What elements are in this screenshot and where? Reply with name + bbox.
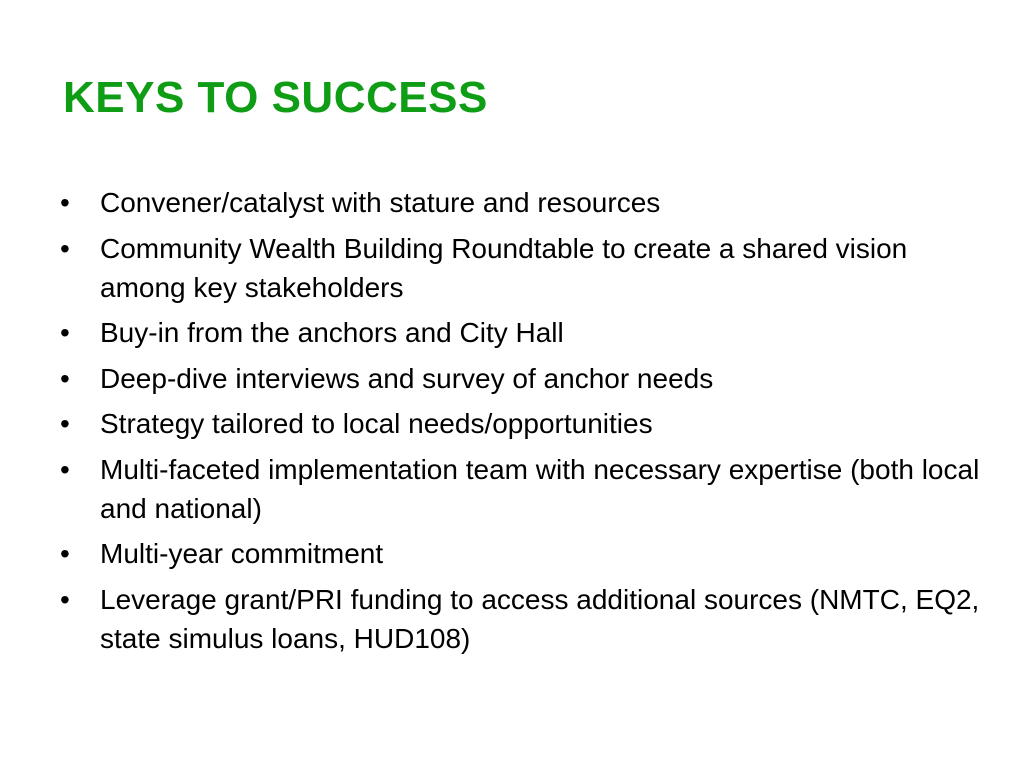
bullet-text: Buy-in from the anchors and City Hall — [100, 317, 564, 348]
bullet-icon: • — [60, 317, 70, 348]
list-item — [60, 450, 980, 528]
slide-title: KEYS TO SUCCESS — [63, 73, 488, 122]
bullet-text: Deep-dive interviews and survey of anchor needs — [100, 362, 714, 394]
bullet-icon: • — [60, 408, 70, 439]
bullet-icon: • — [60, 187, 70, 218]
list-item — [60, 313, 980, 352]
bullet-icon: • — [60, 232, 70, 264]
bullet-text: Community Wealth Building Roundtable to create a shared vision among key stakeholders — [100, 232, 908, 303]
list-item — [60, 183, 980, 222]
bullet-text: Leverage grant/PRI funding to access additional sources (NMTC, EQ2, state simulus loans, HUD108) — [100, 583, 980, 654]
bullet-text: Convener/catalyst with stature and resources — [100, 187, 661, 218]
list-item — [60, 404, 980, 443]
list-item — [60, 229, 980, 307]
bullet-icon: • — [60, 538, 70, 569]
list-item — [60, 580, 980, 658]
list-item — [60, 534, 980, 573]
bullet-icon: • — [60, 453, 70, 485]
bullet-icon: • — [60, 583, 70, 615]
list-item — [60, 359, 980, 398]
bullet-list — [60, 183, 980, 664]
bullet-text: Strategy tailored to local needs/opportunities — [100, 408, 653, 439]
bullet-text: Multi-faceted implementation team with necessary expertise (both local and national) — [100, 453, 980, 524]
bullet-icon: • — [60, 362, 70, 394]
bullet-text: Multi-year commitment — [100, 538, 384, 569]
